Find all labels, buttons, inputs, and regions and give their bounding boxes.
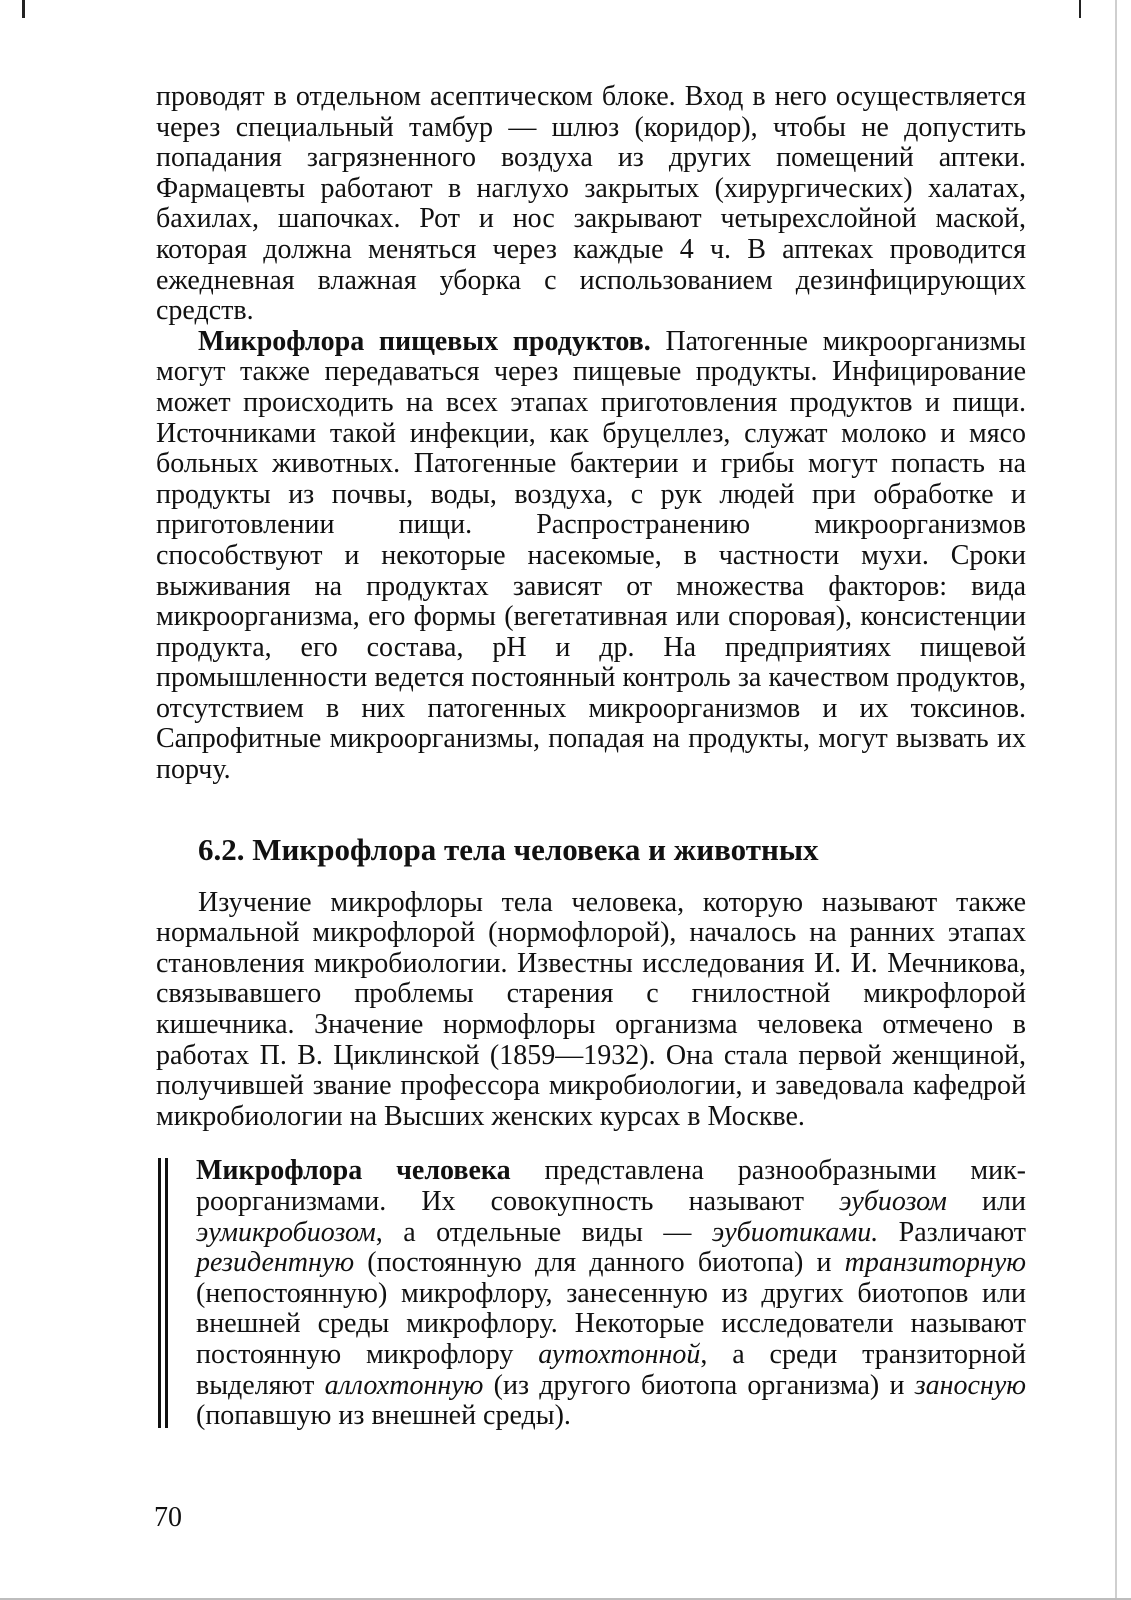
paragraph-aseptic-block: проводят в отдельном асептическом блоке. Вход в него осуществляется через специальный тамбур — шлюз (коридор), чтобы не допустить попадания загрязненного воздуха из других помещений аптеки. Фармацевты работают в наглухо закрытых (хирургических) халатах, бахилах, шапочках. Рот и нос закрывают четырехслойной маской, которая должна меняться через каждые 4 ч. В аптеках проводится ежедневная влажная уборка с использованием дезинфицирующих средств.: [156, 81, 1026, 327]
text-span: (попавшую из внешней среды).: [196, 1400, 571, 1432]
paragraph-normoflora-history: Изучение микрофлоры тела человека, которую называют также нормальной микрофлорой (нормофлорой), началось на ранних этапах становления микробиологии. Известны исследования И. И. Мечникова, связывавшего проблемы старения с гнилостной микрофлорой кишечника. Значение нормофлоры организма человека отмечено в работах П. В. Циклинской (1859—1932). Она стала первой женщиной, получившей звание профессора микробиологии, и заведовала кафедрой микробиологии на Высших женских курсах в Москве.: [156, 886, 1026, 1132]
margin-bar: [165, 1158, 168, 1427]
term-italic: аутохтонной: [538, 1338, 701, 1370]
paragraph-food-microflora: [156, 327, 1026, 786]
term-italic: эубиозом: [839, 1186, 947, 1217]
page-number: 70: [154, 1502, 182, 1533]
term-italic: аллохтонную: [324, 1369, 484, 1401]
term-italic: резидентную: [196, 1247, 355, 1279]
section-heading: 6.2. Микрофлора тела человека и животных: [198, 831, 819, 867]
paragraph-text: Патогенные микроорганизмы могут также передаваться через пищевые продукты. Инфицирование может происходить на всех этапах приготовления продуктов и пищи. Источниками такой инфекции, как бруцеллез, служат молоко и мясо больных животных. Патогенные бактерии и грибы могут попасть на продукты из почвы, воды, воздуха, с рук людей при обработке и приготовлении пищи. Распространению микроорганизмов способствуют и некоторые насекомые, в частности мухи. Сроки выживания на продуктах зависят от множества факторов: вида микроорганизма, его формы (вегетативная или споровая), консистенции продукта, его состава, pH и др. На предприятиях пищевой промышленности ведется постоянный контроль за качеством продуктов, отсутствием в них патогенных микроорганизмов и их токсинов. Сапрофитные микроорганизмы, попадая на продукты, могут вызвать их порчу.: [156, 325, 1026, 786]
scan-edge-mark-left: [22, 0, 25, 18]
margin-bar: [158, 1158, 161, 1427]
text-span: , а отдельные виды —: [375, 1216, 712, 1248]
text-span: , а среди транзиторной выделяют: [196, 1338, 1026, 1401]
paragraph-human-microflora: [196, 1156, 1026, 1431]
paragraph-lead-term: Микрофлора пищевых продуктов.: [198, 325, 651, 357]
term-italic: эубиотиками.: [711, 1216, 879, 1248]
text-span: или: [946, 1186, 1026, 1217]
page-body: [156, 82, 1026, 1432]
scan-edge-right: [1115, 0, 1117, 1600]
highlighted-definition-block: [156, 1156, 1026, 1431]
text-span: (из другого биотопа организма) и: [483, 1369, 915, 1401]
text-span: Различают: [878, 1216, 1026, 1248]
text-span: (непостоянную) микрофлору, занесенную из других биотопов или внешней среды микрофлору. Некоторые исследователи называют постоянную микрофлору: [196, 1277, 1026, 1370]
paragraph-lead-term: Микрофлора человека: [196, 1155, 511, 1187]
scan-edge-mark-right: [1079, 0, 1081, 18]
text-span: (постоянную для данного биотопа) и: [354, 1247, 845, 1279]
text-span: представлена разнообразными микроорганизмами. Их совокупность называют: [196, 1155, 1026, 1217]
term-italic: эумикробиозом: [196, 1216, 376, 1248]
term-italic: транзиторную: [844, 1247, 1026, 1279]
term-italic: заносную: [914, 1369, 1026, 1401]
